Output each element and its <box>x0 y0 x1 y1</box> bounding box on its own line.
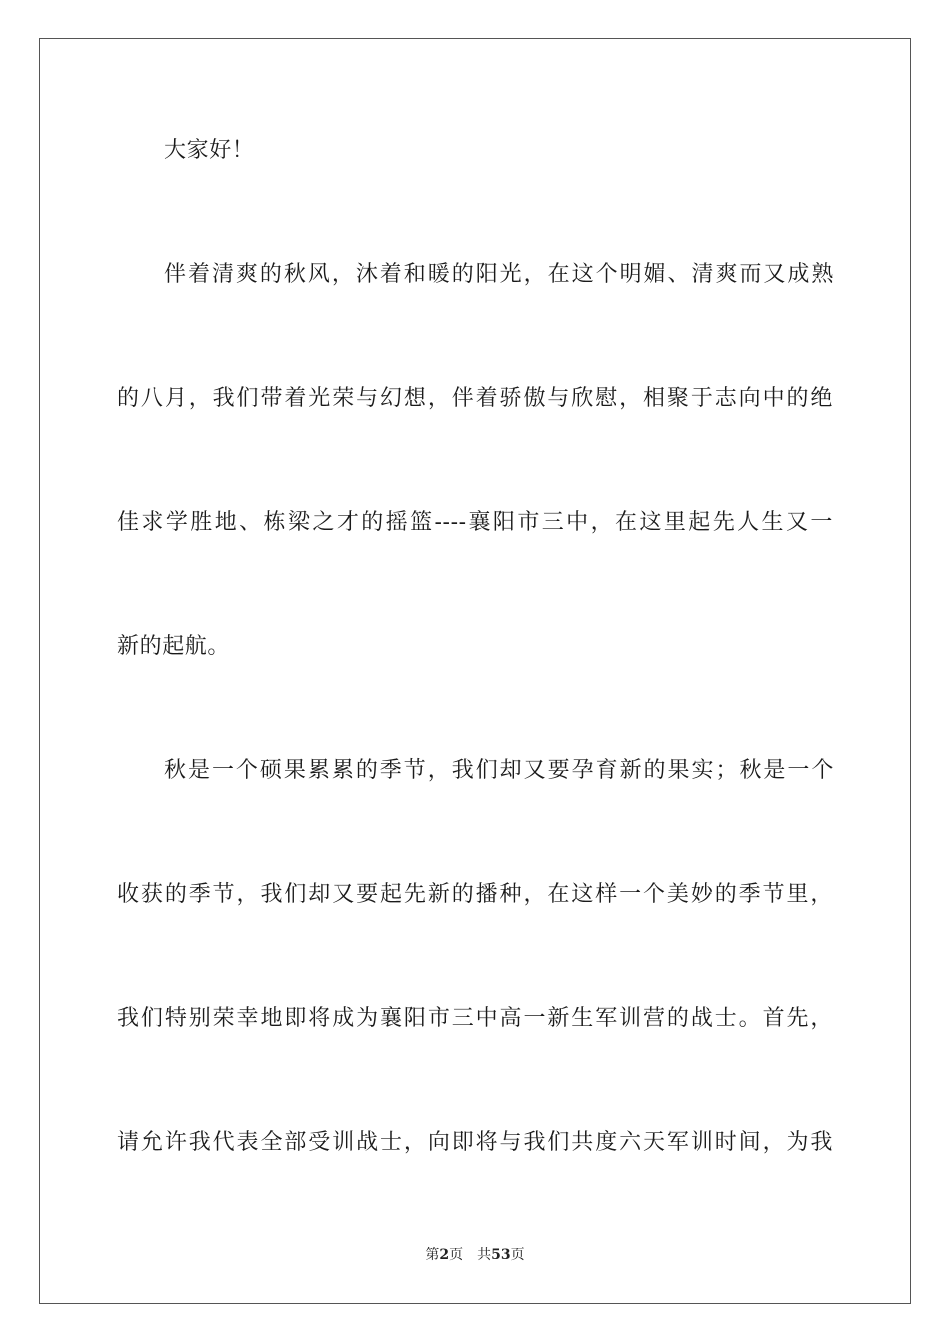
paragraph-1-line-1: 伴着清爽的秋风，沐着和暖的阳光，在这个明媚、清爽而又成熟 <box>164 262 834 287</box>
footer-page-current: 2 <box>439 1247 450 1263</box>
paragraph-2-line-3: 我们特别荣幸地即将成为襄阳市三中高一新生军训营的战士。首先， <box>117 1006 833 1031</box>
page-frame <box>39 38 911 1304</box>
footer-page-prefix: 第 <box>425 1247 440 1263</box>
greeting: 大家好！ <box>164 138 255 163</box>
paragraph-2-line-2: 收获的季节，我们却又要起先新的播种，在这样一个美妙的季节里， <box>117 882 833 907</box>
paragraph-2-line-1: 秋是一个硕果累累的季节，我们却又要孕育新的果实；秋是一个 <box>164 758 834 783</box>
footer-page-suffix: 页 <box>510 1247 525 1263</box>
paragraph-1-line-2: 的八月，我们带着光荣与幻想，伴着骄傲与欣慰，相聚于志向中的绝 <box>117 386 833 411</box>
footer-page-mid: 页 共 <box>449 1247 492 1263</box>
paragraph-2-line-4: 请允许我代表全部受训战士，向即将与我们共度六天军训时间，为我 <box>117 1130 833 1155</box>
page-footer <box>0 1245 950 1265</box>
footer-page-total: 53 <box>491 1247 511 1263</box>
paragraph-1-line-4: 新的起航。 <box>117 634 231 659</box>
paragraph-1-line-3: 佳求学胜地、栋梁之才的摇篮----襄阳市三中，在这里起先人生又一 <box>117 510 833 535</box>
